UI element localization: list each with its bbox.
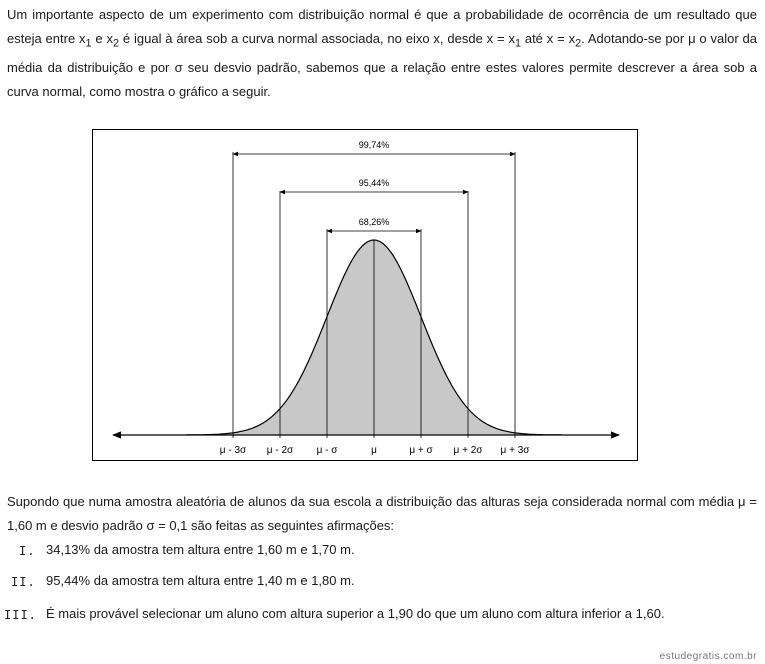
tick-label: μ + 2σ bbox=[453, 445, 483, 456]
statement-item bbox=[0, 605, 765, 623]
statement-item bbox=[0, 541, 765, 559]
statement-numeral: I. bbox=[19, 544, 36, 558]
tick-label: μ - σ bbox=[316, 445, 338, 456]
statement-text: 95,44% da amostra tem altura entre 1,40 m e 1,80 m. bbox=[46, 573, 355, 588]
tick-label: μ - 3σ bbox=[219, 445, 247, 456]
tick-label: μ + σ bbox=[409, 445, 433, 456]
tick-label: μ + 3σ bbox=[500, 445, 530, 456]
site-watermark: estudegratis.com.br bbox=[659, 651, 757, 662]
tick-label: μ bbox=[371, 445, 377, 456]
tick-label: μ - 2σ bbox=[266, 445, 294, 456]
interval-label: 99,74% bbox=[358, 140, 390, 150]
statement-text: É mais provável selecionar um aluno com altura superior a 1,90 do que um aluno com altura inferior a 1,60. bbox=[46, 606, 665, 621]
condition-paragraph: Supondo que numa amostra aleatória de alunos da sua escola a distribuição das alturas seja considerada normal com média μ = 1,60 m e desvio padrão σ = 0,1 são feitas as seguintes afirmações: bbox=[7, 494, 757, 533]
statement-numeral: II. bbox=[11, 575, 36, 589]
statement-text: 34,13% da amostra tem altura entre 1,60 m e 1,70 m. bbox=[46, 542, 355, 557]
interval-label: 68,26% bbox=[358, 217, 390, 227]
statement-item bbox=[0, 572, 765, 590]
interval-label: 95,44% bbox=[358, 178, 390, 188]
statement-numeral: III. bbox=[4, 608, 37, 622]
intro-paragraph: Um importante aspecto de um experimento com distribuição normal é que a probabilidade de ocorrência de um resultado que esteja entre $x_1$ e $x_2$ é igual à área sob a curva normal associada, no eixo x, desde $x = x_1$ até $x = x_2$. Adotando-se por μ o valor da média da distribuição e por σ seu desvio padrão, sabemos que a relação entre estes valores permite descrever a área sob a curva normal, como mostra o gráfico a seguir. bbox=[7, 7, 757, 99]
normal-curve-chart bbox=[93, 130, 639, 462]
normal-curve-figure bbox=[92, 129, 638, 461]
